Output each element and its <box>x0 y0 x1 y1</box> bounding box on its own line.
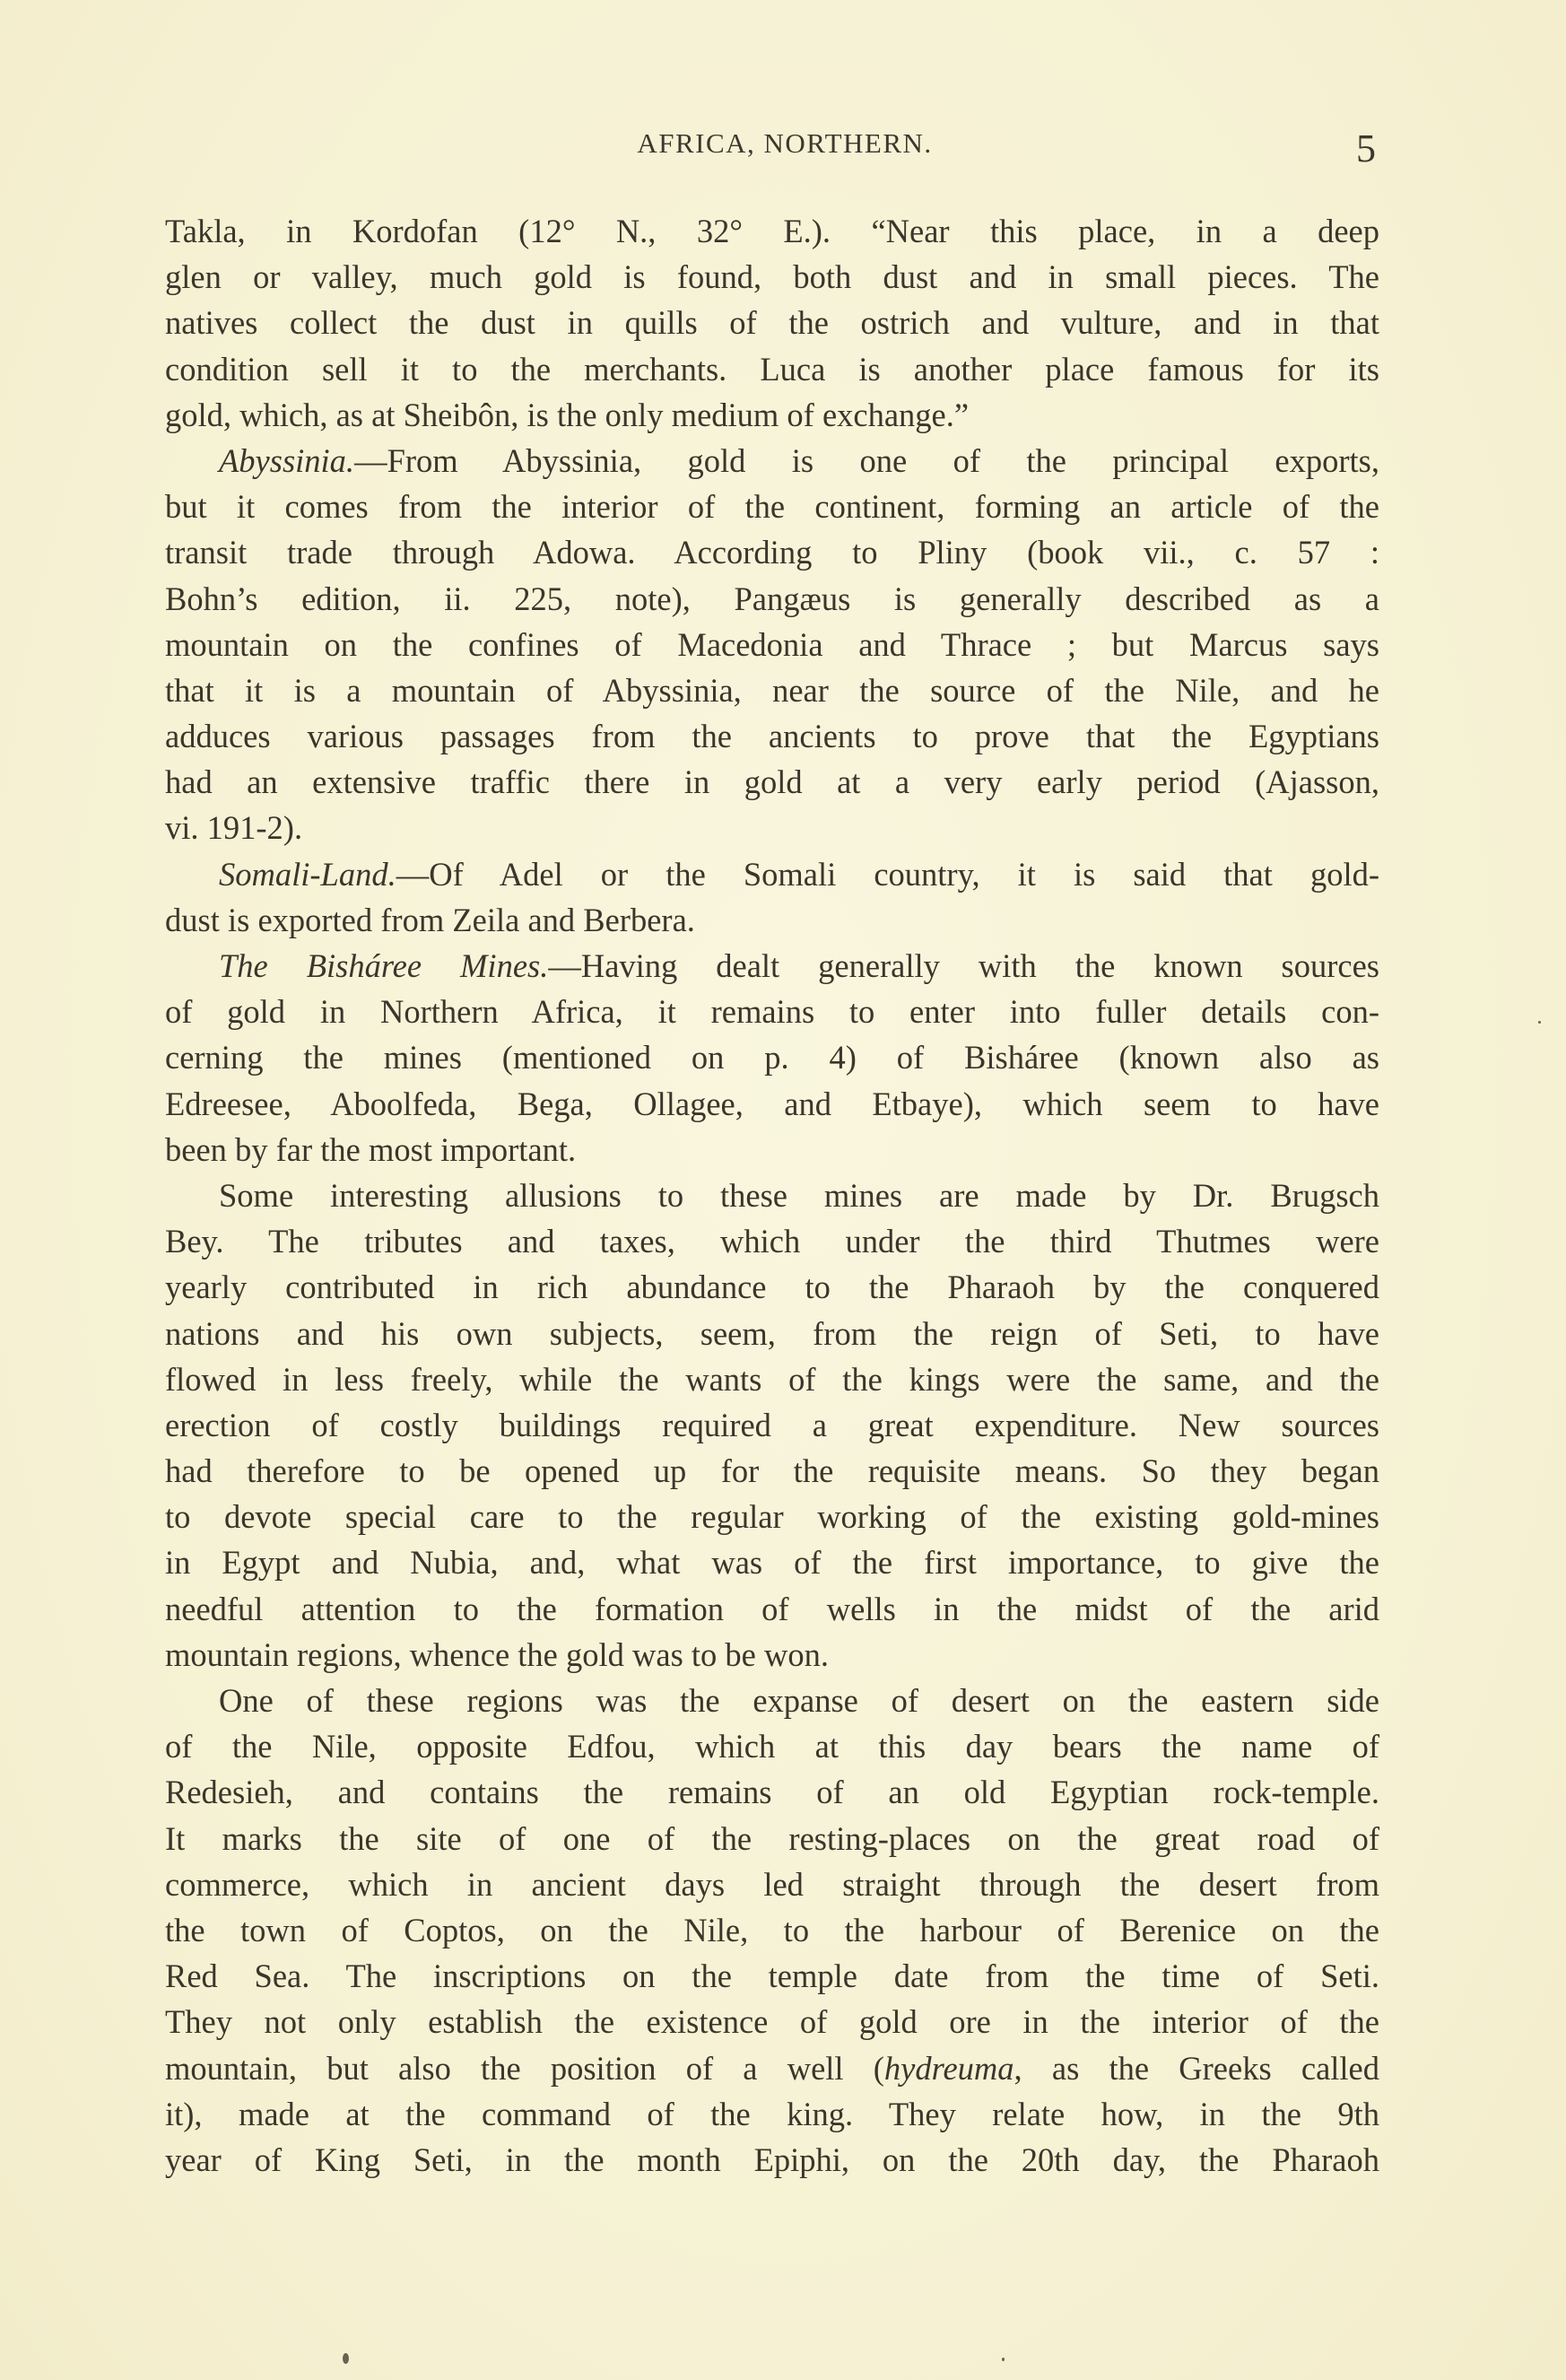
text-line <box>165 1861 1379 1907</box>
italic-text: hydreuma <box>883 2049 1014 2087</box>
italic-text: Somali-Land. <box>219 855 396 893</box>
text-segment: adduces various passages from the ancients to prove that the Egyptians <box>165 718 1379 755</box>
text-segment: Some interesting allusions to these mines are made by Dr. Brugsch <box>219 1176 1379 1214</box>
text-line <box>165 1494 1379 1539</box>
text-line <box>165 622 1379 667</box>
text-line <box>165 1448 1379 1494</box>
text-line <box>165 1173 1379 1218</box>
text-segment: flowed in less freely, while the wants of the kings were the same, and the <box>165 1360 1379 1398</box>
text-segment: dust is exported from Zeila and Berbera. <box>165 901 695 938</box>
text-segment: —Of Adel or the Somali country, it is said that gold- <box>396 855 1379 893</box>
text-segment: mountain regions, whence the gold was to be won. <box>165 1635 829 1673</box>
text-segment: that it is a mountain of Abyssinia, near the source of the Nile, and he <box>165 671 1379 709</box>
text-line <box>165 713 1379 759</box>
text-segment: needful attention to the formation of wells in the midst of the arid <box>165 1590 1379 1627</box>
text-segment: Edreesee, Aboolfeda, Bega, Ollagee, and Etbaye), which seem to have <box>165 1085 1379 1122</box>
paper-speck <box>343 2353 349 2364</box>
text-segment: yearly contributed in rich abundance to the Pharaoh by the conquered <box>165 1268 1379 1306</box>
text-segment: One of these regions was the expanse of desert on the eastern side <box>219 1682 1379 1719</box>
text-segment: but it comes from the interior of the continent, forming an article of the <box>165 488 1379 526</box>
text-line <box>165 943 1379 989</box>
text-line <box>165 1953 1379 1999</box>
text-line <box>165 208 1379 254</box>
text-line <box>165 529 1379 575</box>
text-line <box>165 1586 1379 1632</box>
text-segment: of gold in Northern Africa, it remains to enter into fuller details con- <box>165 993 1379 1031</box>
text-segment: It marks the site of one of the resting-places on the great road of <box>165 1819 1379 1857</box>
text-line <box>165 1356 1379 1402</box>
text-segment: Red Sea. The inscriptions on the temple date from the time of Seti. <box>165 1957 1379 1995</box>
text-segment: They not only establish the existence of gold ore in the interior of the <box>165 2003 1379 2041</box>
text-segment: transit trade through Adowa. According to Pliny (book vii., c. 57 : <box>165 534 1379 571</box>
text-line <box>165 1402 1379 1448</box>
text-segment: commerce, which in ancient days led straight through the desert from <box>165 1865 1379 1903</box>
text-segment: natives collect the dust in quills of the ostrich and vulture, and in that <box>165 304 1379 342</box>
paper-speck <box>1538 1021 1541 1024</box>
text-line <box>165 438 1379 484</box>
text-segment: the town of Coptos, on the Nile, to the harbour of Berenice on the <box>165 1911 1379 1948</box>
text-line <box>165 851 1379 897</box>
text-segment: of the Nile, opposite Edfou, which at this day bears the name of <box>165 1728 1379 1765</box>
text-line <box>165 667 1379 713</box>
text-line <box>165 1311 1379 1356</box>
text-segment: condition sell it to the merchants. Luca is another place famous for its <box>165 350 1379 388</box>
text-line <box>165 759 1379 805</box>
page-number: 5 <box>1356 126 1376 170</box>
text-segment: had an extensive traffic there in gold at a very early period (Ajasson, <box>165 763 1379 801</box>
text-line <box>165 805 1379 850</box>
text-line <box>165 1218 1379 1264</box>
text-segment: erection of costly buildings required a great expenditure. New sources <box>165 1406 1379 1443</box>
text-line <box>165 2091 1379 2137</box>
text-segment: been by far the most important. <box>165 1130 577 1168</box>
text-segment: gold, which, as at Sheibôn, is the only medium of exchange.” <box>165 396 970 433</box>
text-line <box>165 1907 1379 1953</box>
text-line <box>165 1678 1379 1723</box>
italic-text: The Bisháree Mines. <box>219 947 549 984</box>
text-line <box>165 484 1379 529</box>
text-segment: it), made at the command of the king. They relate how, in the 9th <box>165 2095 1379 2132</box>
text-segment: , as the Greeks called <box>1014 2049 1379 2087</box>
italic-text: Abyssinia. <box>219 441 355 479</box>
text-segment: cerning the mines (mentioned on p. 4) of Bisháree (known also as <box>165 1039 1379 1077</box>
text-segment: —Having dealt generally with the known sources <box>548 947 1379 984</box>
text-segment: to devote special care to the regular working of the existing gold-mines <box>165 1498 1379 1536</box>
body-text <box>165 208 1379 2183</box>
text-segment: Bohn’s edition, ii. 225, note), Pangæus is generally described as a <box>165 580 1379 617</box>
running-head-title: AFRICA, NORTHERN. <box>637 127 933 159</box>
text-segment: year of King Seti, in the month Epiphi, on the 20th day, the Pharaoh <box>165 2140 1379 2178</box>
text-line <box>165 1539 1379 1585</box>
text-line <box>165 254 1379 300</box>
text-line <box>165 2137 1379 2183</box>
text-line <box>165 1034 1379 1080</box>
text-segment: Redesieh, and contains the remains of an old Egyptian rock-temple. <box>165 1774 1379 1811</box>
text-line <box>165 1769 1379 1815</box>
text-line <box>165 1723 1379 1769</box>
text-segment: in Egypt and Nubia, and, what was of the first importance, to give the <box>165 1544 1379 1582</box>
text-line <box>165 989 1379 1034</box>
text-line <box>165 1127 1379 1173</box>
text-segment: vi. 191-2). <box>165 809 303 847</box>
text-line <box>165 1264 1379 1310</box>
text-line <box>165 1632 1379 1678</box>
text-line <box>165 346 1379 392</box>
text-line <box>165 897 1379 943</box>
text-line <box>165 1816 1379 1861</box>
text-line <box>165 300 1379 345</box>
text-segment: glen or valley, much gold is found, both dust and in small pieces. The <box>165 258 1379 296</box>
text-segment: Bey. The tributes and taxes, which under the third Thutmes were <box>165 1223 1379 1260</box>
text-line <box>165 1999 1379 2044</box>
text-segment: mountain, but also the position of a well ( <box>165 2049 884 2087</box>
text-line <box>165 392 1379 438</box>
paper-speck <box>1002 2358 1005 2361</box>
text-segment: mountain on the confines of Macedonia and Thrace ; but Marcus says <box>165 625 1379 663</box>
text-line <box>165 576 1379 622</box>
text-segment: had therefore to be opened up for the requisite means. So they began <box>165 1452 1379 1490</box>
text-line <box>165 2045 1379 2091</box>
text-segment: —From Abyssinia, gold is one of the principal exports, <box>354 441 1379 479</box>
text-line <box>165 1081 1379 1127</box>
text-segment: nations and his own subjects, seem, from the reign of Seti, to have <box>165 1314 1379 1352</box>
text-segment: Takla, in Kordofan (12° N., 32° E.). “Near this place, in a deep <box>165 213 1379 249</box>
